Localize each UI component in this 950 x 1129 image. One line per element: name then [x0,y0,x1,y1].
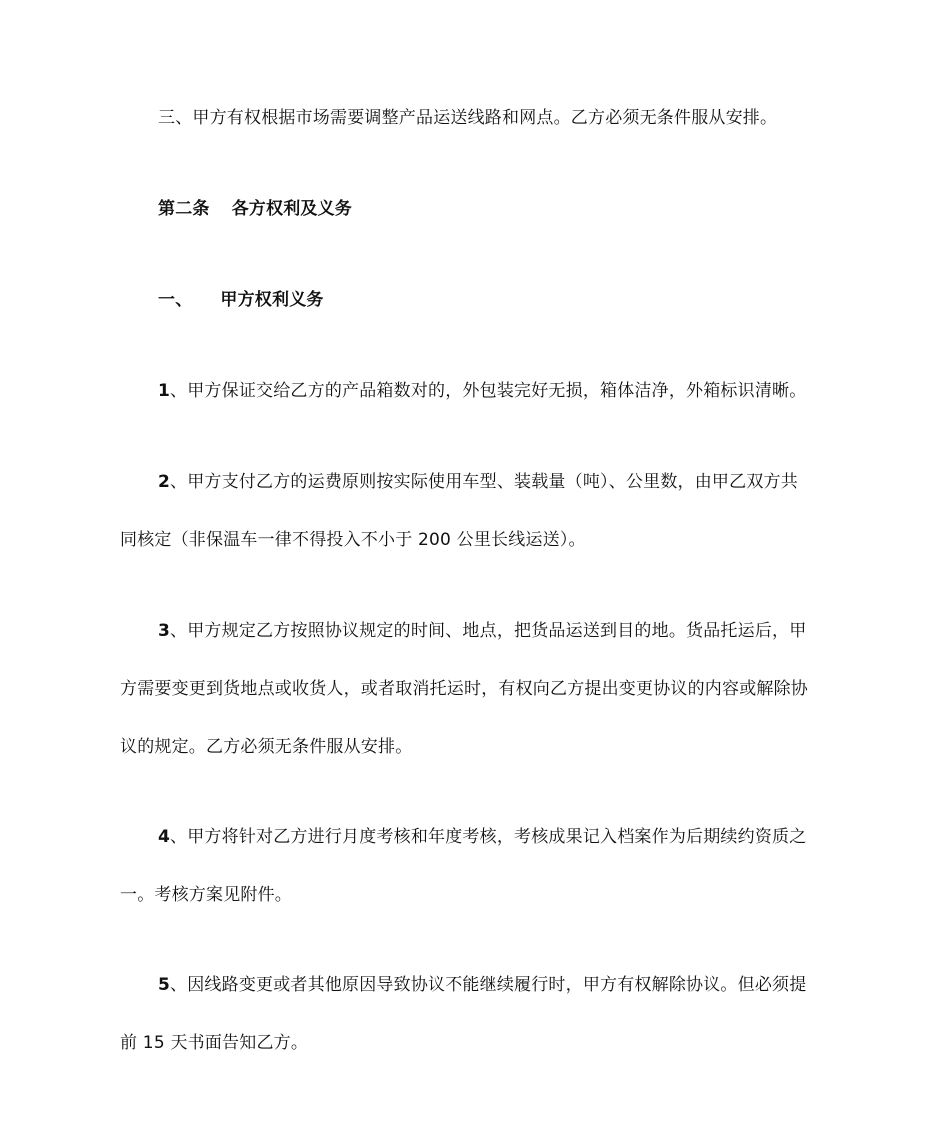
part-1-label: 一、 [158,290,193,310]
item-4-line-2: 一。考核方案见附件。 [120,885,292,905]
item-1-line-1 [158,380,860,402]
article-2-title: 各方权利及义务 [231,199,353,219]
item-5-number: 5 [158,975,171,995]
part-1-title: 甲方权利义务 [220,290,324,310]
item-1-text: 、甲方保证交给乙方的产品箱数对的，外包装完好无损，箱体洁净，外箱标识清晰。 [170,381,807,401]
item-5-line-1 [158,974,860,996]
item-2-line-2: 同核定（非保温车一律不得投入不小于 200 公里长线运送）。 [120,530,586,550]
item-3-number: 3 [158,621,171,641]
item-4-line-1 [158,826,860,848]
item-1-number: 1 [158,381,171,401]
item-3-line-2: 方需要变更到货地点或收货人，或者取消托运时，有权向乙方提出变更协议的内容或解除协 [120,679,808,699]
part-1-heading [158,289,860,311]
item-3-line-3: 议的规定。乙方必须无条件服从安排。 [120,737,413,757]
article-2-label: 第二条 [158,199,210,219]
item-5-text: 、因线路变更或者其他原因导致协议不能继续履行时，甲方有权解除协议。但必须提 [170,975,807,995]
item-4-number: 4 [158,827,171,847]
item-3-text: 、甲方规定乙方按照协议规定的时间、地点，把货品运送到目的地。货品托运后，甲 [170,621,807,641]
section-3-paragraph: 三、甲方有权根据市场需要调整产品运送线路和网点。乙方必须无条件服从安排。 [158,108,778,128]
article-2-heading [158,198,860,220]
item-3-line-1 [158,620,860,642]
item-4-text: 、甲方将针对乙方进行月度考核和年度考核，考核成果记入档案作为后期续约资质之 [170,827,807,847]
item-2-line-1 [158,471,860,493]
item-2-text: 、甲方支付乙方的运费原则按实际使用车型、装载量（吨）、公里数，由甲乙双方共 [170,472,798,492]
item-5-line-2: 前 15 天书面告知乙方。 [120,1033,309,1053]
item-2-number: 2 [158,472,171,492]
